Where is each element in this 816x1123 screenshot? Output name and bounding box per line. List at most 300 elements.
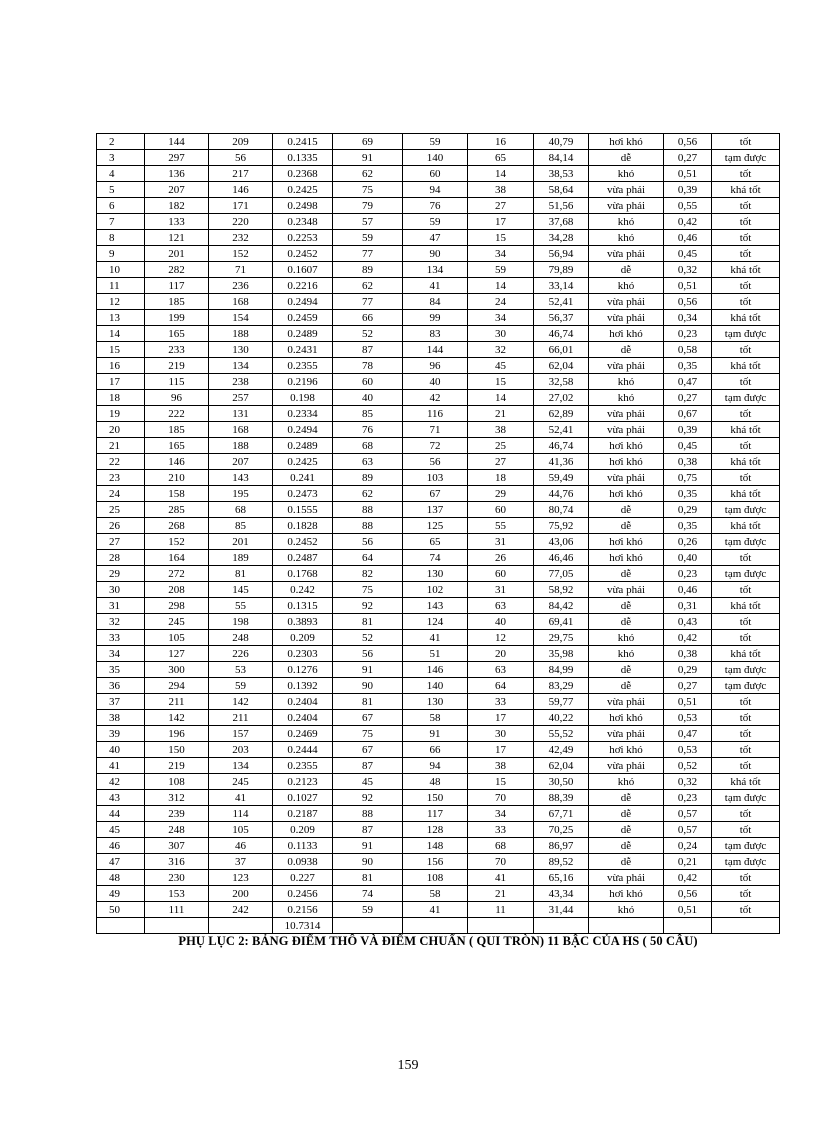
table-cell: 59 <box>403 214 468 230</box>
table-cell: 137 <box>403 502 468 518</box>
table-cell: 14 <box>468 390 534 406</box>
table-cell: 88 <box>333 806 403 822</box>
table-cell: 152 <box>209 246 273 262</box>
table-cell: 102 <box>403 582 468 598</box>
table-cell: 91 <box>403 726 468 742</box>
table-cell: 51,56 <box>534 198 589 214</box>
table-cell: 76 <box>403 198 468 214</box>
table-cell: 53 <box>209 662 273 678</box>
table-cell: 142 <box>145 710 209 726</box>
table-cell: 46,74 <box>534 438 589 454</box>
table-cell: khó <box>589 774 664 790</box>
table-cell: tốt <box>712 822 780 838</box>
table-cell: 84,99 <box>534 662 589 678</box>
table-cell: khá tốt <box>712 358 780 374</box>
table-cell: tốt <box>712 438 780 454</box>
table-cell: vừa phải <box>589 870 664 886</box>
table-cell: 245 <box>145 614 209 630</box>
table-cell: 199 <box>145 310 209 326</box>
table-cell: 0,39 <box>664 422 712 438</box>
table-cell: 142 <box>209 694 273 710</box>
table-cell: 20 <box>97 422 145 438</box>
table-cell: 29 <box>97 566 145 582</box>
table-cell: 0.241 <box>273 470 333 486</box>
table-row <box>97 134 780 150</box>
table-cell: 59 <box>209 678 273 694</box>
table-cell: 201 <box>145 246 209 262</box>
table-row <box>97 550 780 566</box>
table-row <box>97 822 780 838</box>
table-cell: 84,42 <box>534 598 589 614</box>
table-row <box>97 182 780 198</box>
table-cell: 96 <box>145 390 209 406</box>
table-cell: tốt <box>712 694 780 710</box>
table-cell: 67 <box>333 742 403 758</box>
table-cell: 11 <box>468 902 534 918</box>
table-cell: 124 <box>403 614 468 630</box>
table-cell: 0.2456 <box>273 886 333 902</box>
table-cell: khá tốt <box>712 454 780 470</box>
table-cell: 38 <box>468 182 534 198</box>
table-cell: 85 <box>209 518 273 534</box>
table-cell: 51 <box>403 646 468 662</box>
table-cell <box>145 918 209 934</box>
table-cell: 34,28 <box>534 230 589 246</box>
table-cell: 0,47 <box>664 374 712 390</box>
table-cell: 60 <box>468 502 534 518</box>
table-cell: 68 <box>333 438 403 454</box>
table-cell: 34 <box>97 646 145 662</box>
table-cell: 70 <box>468 790 534 806</box>
table-cell: tốt <box>712 902 780 918</box>
table-cell: dễ <box>589 790 664 806</box>
table-cell: dễ <box>589 806 664 822</box>
table-cell: 47 <box>403 230 468 246</box>
table-row <box>97 662 780 678</box>
table-row <box>97 358 780 374</box>
table-cell: 27 <box>97 534 145 550</box>
table-cell: 0,42 <box>664 214 712 230</box>
table-cell: 0,31 <box>664 598 712 614</box>
table-cell: 79,89 <box>534 262 589 278</box>
table-cell: vừa phải <box>589 582 664 598</box>
table-cell: 0.1392 <box>273 678 333 694</box>
table-cell: 92 <box>333 598 403 614</box>
table-cell: 35 <box>97 662 145 678</box>
table-cell: 91 <box>333 838 403 854</box>
table-cell: 67 <box>403 486 468 502</box>
table-cell: 63 <box>333 454 403 470</box>
table-cell: 78 <box>333 358 403 374</box>
table-cell: khá tốt <box>712 646 780 662</box>
table-cell: 40 <box>97 742 145 758</box>
table-cell: 25 <box>468 438 534 454</box>
table-cell: 59,77 <box>534 694 589 710</box>
table-cell: 87 <box>333 342 403 358</box>
table-cell: 144 <box>403 342 468 358</box>
table-cell: 15 <box>97 342 145 358</box>
table-cell: 148 <box>403 838 468 854</box>
table-cell: 157 <box>209 726 273 742</box>
table-cell: 0.1027 <box>273 790 333 806</box>
table-cell: 29,75 <box>534 630 589 646</box>
table-cell: 0,21 <box>664 854 712 870</box>
table-cell: 312 <box>145 790 209 806</box>
table-cell: 55 <box>468 518 534 534</box>
table-cell: 12 <box>468 630 534 646</box>
table-cell: 0.2404 <box>273 710 333 726</box>
table-cell: 208 <box>145 582 209 598</box>
table-cell: 219 <box>145 758 209 774</box>
table-cell: 0,53 <box>664 710 712 726</box>
table-cell: vừa phải <box>589 294 664 310</box>
table-cell <box>97 918 145 934</box>
table-cell: tốt <box>712 278 780 294</box>
table-cell: 40 <box>333 390 403 406</box>
table-cell: 40 <box>403 374 468 390</box>
table-cell: vừa phải <box>589 246 664 262</box>
table-cell: 14 <box>468 166 534 182</box>
table-cell: 0.2489 <box>273 326 333 342</box>
table-cell: 150 <box>145 742 209 758</box>
table-cell: 52 <box>333 630 403 646</box>
table-cell: 297 <box>145 150 209 166</box>
table-cell: khá tốt <box>712 422 780 438</box>
table-cell: 41 <box>97 758 145 774</box>
table-cell: 31 <box>468 582 534 598</box>
table-row <box>97 214 780 230</box>
table-cell: 0,45 <box>664 246 712 262</box>
table-cell: 77 <box>333 246 403 262</box>
table-cell: 136 <box>145 166 209 182</box>
table-cell: 233 <box>145 342 209 358</box>
table-cell: 13 <box>97 310 145 326</box>
table-cell: 17 <box>468 710 534 726</box>
table-cell: 58,64 <box>534 182 589 198</box>
table-row <box>97 582 780 598</box>
table-cell: 285 <box>145 502 209 518</box>
table-row <box>97 150 780 166</box>
table-cell: 94 <box>403 182 468 198</box>
table-cell: 164 <box>145 550 209 566</box>
table-cell: dễ <box>589 150 664 166</box>
table-cell: 0.2355 <box>273 758 333 774</box>
table-cell: 300 <box>145 662 209 678</box>
table-cell: 130 <box>403 694 468 710</box>
table-cell: 74 <box>333 886 403 902</box>
table-cell: dễ <box>589 598 664 614</box>
table-cell: 57 <box>333 214 403 230</box>
table-cell: 62,04 <box>534 358 589 374</box>
table-cell: 0,75 <box>664 470 712 486</box>
table-cell: 46,46 <box>534 550 589 566</box>
table-cell: 66,01 <box>534 342 589 358</box>
table-cell: 0,56 <box>664 886 712 902</box>
table-cell: 0,42 <box>664 870 712 886</box>
table-cell: 165 <box>145 438 209 454</box>
table-row <box>97 374 780 390</box>
table-cell: 143 <box>209 470 273 486</box>
table-cell: tạm được <box>712 566 780 582</box>
table-cell: 0,57 <box>664 822 712 838</box>
table-cell: 31,44 <box>534 902 589 918</box>
table-cell: 8 <box>97 230 145 246</box>
appendix-caption: PHỤ LỤC 2: BẢNG ĐIỂM THÔ VÀ ĐIỂM CHUẨN ( QUI TRÒN) 11 BẬC CỦA HS ( 50 CÂU) <box>178 934 698 948</box>
table-cell: 165 <box>145 326 209 342</box>
table-row <box>97 854 780 870</box>
table-cell: tốt <box>712 374 780 390</box>
table-cell: 0,32 <box>664 262 712 278</box>
table-cell: 10.7314 <box>273 918 333 934</box>
table-body <box>97 134 780 934</box>
table-cell: 0,38 <box>664 454 712 470</box>
table-row <box>97 406 780 422</box>
table-cell: 90 <box>333 854 403 870</box>
table-cell: 15 <box>468 774 534 790</box>
table-cell: 0.1276 <box>273 662 333 678</box>
table-cell: 245 <box>209 774 273 790</box>
table-cell: 0.242 <box>273 582 333 598</box>
table-cell: 24 <box>97 486 145 502</box>
table-cell: tốt <box>712 550 780 566</box>
table-cell: tốt <box>712 806 780 822</box>
table-cell: hơi khó <box>589 438 664 454</box>
table-cell: 27 <box>468 198 534 214</box>
table-cell: 222 <box>145 406 209 422</box>
table-cell: 134 <box>209 758 273 774</box>
table-cell: tốt <box>712 886 780 902</box>
table-cell: 43,06 <box>534 534 589 550</box>
table-cell: 65 <box>403 534 468 550</box>
table-cell: dễ <box>589 342 664 358</box>
table-cell: 140 <box>403 678 468 694</box>
table-cell: 80,74 <box>534 502 589 518</box>
table-cell: vừa phải <box>589 758 664 774</box>
table-cell: 0,32 <box>664 774 712 790</box>
table-cell: 0,27 <box>664 678 712 694</box>
table-cell: 69,41 <box>534 614 589 630</box>
table-cell: 45 <box>468 358 534 374</box>
table-cell: 45 <box>97 822 145 838</box>
table-cell: 133 <box>145 214 209 230</box>
table-cell: 71 <box>403 422 468 438</box>
table-cell: 108 <box>145 774 209 790</box>
table-cell: 239 <box>145 806 209 822</box>
table-cell: tạm được <box>712 390 780 406</box>
table-cell: 52 <box>333 326 403 342</box>
table-cell: hơi khó <box>589 550 664 566</box>
table-cell: 209 <box>209 134 273 150</box>
table-cell: 0.2431 <box>273 342 333 358</box>
table-cell: 21 <box>97 438 145 454</box>
table-cell <box>333 918 403 934</box>
table-cell: 144 <box>145 134 209 150</box>
table-cell: 34 <box>468 310 534 326</box>
table-cell: 188 <box>209 326 273 342</box>
table-cell: 0.2404 <box>273 694 333 710</box>
table-cell: 0,55 <box>664 198 712 214</box>
table-cell: 0.2469 <box>273 726 333 742</box>
table-cell: 46 <box>209 838 273 854</box>
table-row <box>97 422 780 438</box>
table-cell: 15 <box>468 374 534 390</box>
table-cell: khá tốt <box>712 598 780 614</box>
table-cell: 0.2444 <box>273 742 333 758</box>
table-cell: 55 <box>209 598 273 614</box>
table-cell: vừa phải <box>589 182 664 198</box>
table-cell: 0.2452 <box>273 246 333 262</box>
table-cell: 59 <box>333 230 403 246</box>
table-cell: 0.2494 <box>273 422 333 438</box>
table-cell: hơi khó <box>589 886 664 902</box>
table-cell: 21 <box>468 406 534 422</box>
table-cell: 16 <box>468 134 534 150</box>
table-cell: 0,67 <box>664 406 712 422</box>
table-cell: 316 <box>145 854 209 870</box>
table-cell: 0.2187 <box>273 806 333 822</box>
table-cell: 0.2123 <box>273 774 333 790</box>
table-cell: dễ <box>589 854 664 870</box>
table-cell: 58 <box>403 886 468 902</box>
table-cell: 242 <box>209 902 273 918</box>
table-cell: 128 <box>403 822 468 838</box>
table-row <box>97 678 780 694</box>
table-cell: 45 <box>333 774 403 790</box>
table-cell: 50 <box>97 902 145 918</box>
table-cell: 42,49 <box>534 742 589 758</box>
table-cell: 87 <box>333 822 403 838</box>
table-cell: 196 <box>145 726 209 742</box>
table-cell: 40 <box>468 614 534 630</box>
table-cell: 0,56 <box>664 134 712 150</box>
table-cell: 0,53 <box>664 742 712 758</box>
table-cell: 17 <box>468 214 534 230</box>
table-cell: 257 <box>209 390 273 406</box>
table-row <box>97 518 780 534</box>
table-cell: 153 <box>145 886 209 902</box>
table-cell: 0,46 <box>664 582 712 598</box>
table-cell: tốt <box>712 198 780 214</box>
table-row <box>97 198 780 214</box>
table-cell: 62,04 <box>534 758 589 774</box>
table-cell: 0.2216 <box>273 278 333 294</box>
table-cell: tốt <box>712 870 780 886</box>
table-cell: 30 <box>468 726 534 742</box>
table-row <box>97 838 780 854</box>
table-cell: 0,35 <box>664 518 712 534</box>
table-cell: 96 <box>403 358 468 374</box>
table-cell: 58 <box>403 710 468 726</box>
table-cell: 220 <box>209 214 273 230</box>
table-row <box>97 694 780 710</box>
table-row <box>97 470 780 486</box>
table-cell: 0.227 <box>273 870 333 886</box>
table-cell: 117 <box>403 806 468 822</box>
table-cell: 46 <box>97 838 145 854</box>
table-cell: 21 <box>468 886 534 902</box>
table-row <box>97 726 780 742</box>
table-cell: 31 <box>97 598 145 614</box>
table-cell: 32 <box>468 342 534 358</box>
table-cell: 30 <box>97 582 145 598</box>
table-cell: tốt <box>712 134 780 150</box>
table-cell: 134 <box>209 358 273 374</box>
table-cell: 37,68 <box>534 214 589 230</box>
table-cell: 91 <box>333 150 403 166</box>
table-cell: 79 <box>333 198 403 214</box>
table-cell: 16 <box>97 358 145 374</box>
table-cell: 0.2452 <box>273 534 333 550</box>
table-cell: 30,50 <box>534 774 589 790</box>
table-cell: 60 <box>333 374 403 390</box>
table-cell: 0,23 <box>664 790 712 806</box>
table-row <box>97 390 780 406</box>
table-cell: hơi khó <box>589 710 664 726</box>
table-cell: 282 <box>145 262 209 278</box>
table-cell <box>664 918 712 934</box>
table-cell: 60 <box>403 166 468 182</box>
table-row <box>97 742 780 758</box>
table-cell: 207 <box>145 182 209 198</box>
table-cell: 156 <box>403 854 468 870</box>
table-cell: 60 <box>468 566 534 582</box>
table-cell: 58,92 <box>534 582 589 598</box>
table-cell: 189 <box>209 550 273 566</box>
table-cell: 0.209 <box>273 630 333 646</box>
table-cell: 0,42 <box>664 630 712 646</box>
table-cell: 99 <box>403 310 468 326</box>
table-cell: 92 <box>333 790 403 806</box>
table-cell: 88 <box>333 502 403 518</box>
table-cell: dễ <box>589 662 664 678</box>
table-cell: 76 <box>333 422 403 438</box>
table-cell: 67,71 <box>534 806 589 822</box>
table-cell: 0.2253 <box>273 230 333 246</box>
table-cell: 18 <box>97 390 145 406</box>
table-cell: 171 <box>209 198 273 214</box>
table-cell: 59 <box>468 262 534 278</box>
table-cell: khá tốt <box>712 518 780 534</box>
table-cell: 219 <box>145 358 209 374</box>
table-cell: 0.1607 <box>273 262 333 278</box>
table-cell: tốt <box>712 726 780 742</box>
table-cell: 7 <box>97 214 145 230</box>
table-cell: 81 <box>333 694 403 710</box>
table-cell: 62 <box>333 166 403 182</box>
table-cell: 130 <box>403 566 468 582</box>
table-cell: 0,35 <box>664 358 712 374</box>
table-cell: 33,14 <box>534 278 589 294</box>
table-cell: khá tốt <box>712 310 780 326</box>
table-cell: 12 <box>97 294 145 310</box>
table-cell: 33 <box>468 694 534 710</box>
table-cell: 89 <box>333 470 403 486</box>
table-cell: 41 <box>468 870 534 886</box>
table-cell: 2 <box>97 134 145 150</box>
table-cell: 0.2425 <box>273 182 333 198</box>
table-cell: 43 <box>97 790 145 806</box>
table-cell: 41 <box>403 902 468 918</box>
table-cell: 33 <box>468 822 534 838</box>
table-cell: 248 <box>209 630 273 646</box>
table-cell <box>589 918 664 934</box>
table-cell: 0.2355 <box>273 358 333 374</box>
table-cell: 75 <box>333 726 403 742</box>
table-cell: 41 <box>209 790 273 806</box>
table-cell: 56,37 <box>534 310 589 326</box>
table-cell: 0.198 <box>273 390 333 406</box>
table-cell: 41,36 <box>534 454 589 470</box>
